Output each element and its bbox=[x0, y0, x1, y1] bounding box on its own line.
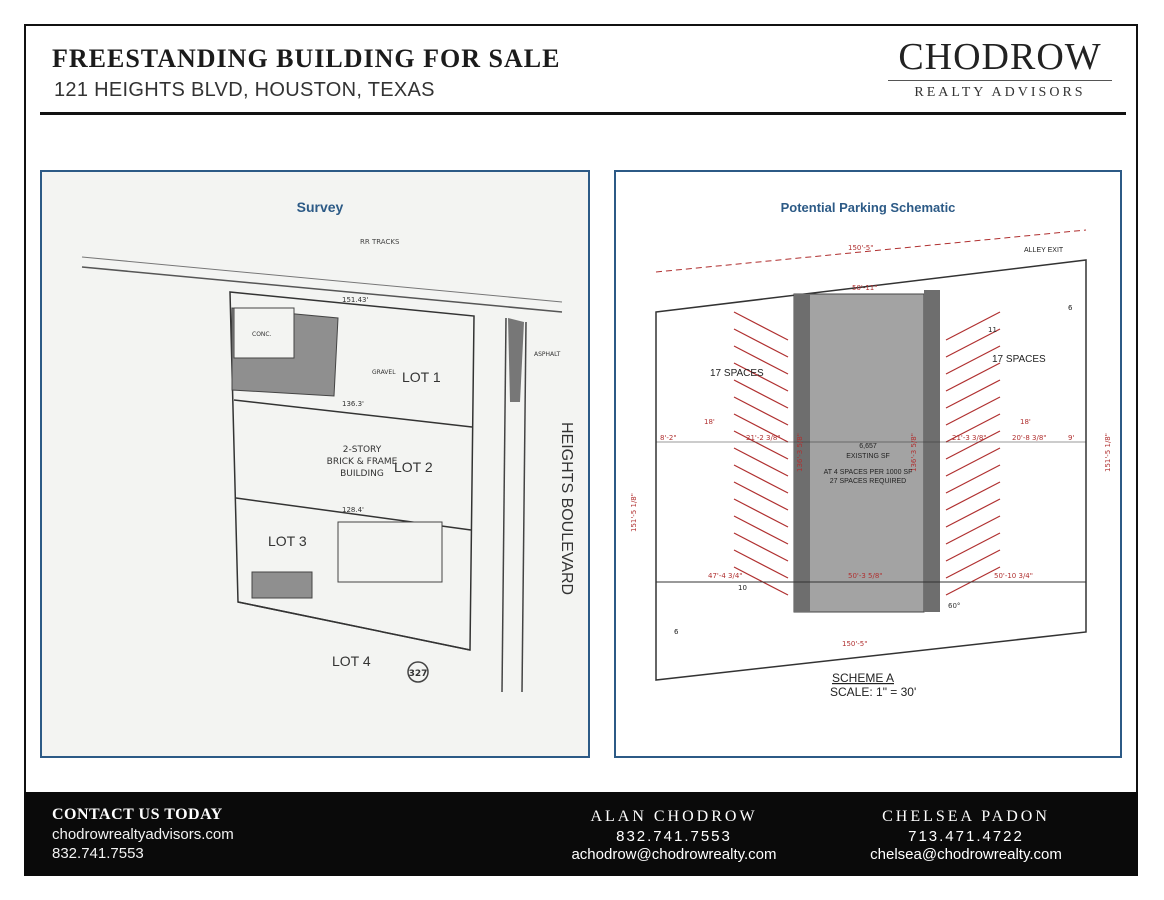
existing-sf-label: EXISTING SF bbox=[846, 453, 890, 460]
brand-subtitle: REALTY ADVISORS bbox=[914, 85, 1086, 100]
parking-stripe bbox=[734, 397, 788, 425]
parking-panel bbox=[614, 170, 1122, 758]
parking-stripe bbox=[734, 516, 788, 544]
deck-area bbox=[252, 572, 312, 598]
agent-email[interactable]: chelsea@chodrowrealty.com bbox=[870, 846, 1062, 863]
agent-chelsea bbox=[836, 808, 1096, 863]
existing-sf: 6,657 bbox=[859, 443, 877, 450]
contact-heading: CONTACT US TODAY bbox=[52, 806, 223, 823]
survey-title: Survey bbox=[296, 199, 344, 215]
count-11: 11 bbox=[988, 326, 997, 334]
parking-stripe bbox=[946, 397, 1000, 425]
requirement-line-1: AT 4 SPACES PER 1000 SF bbox=[823, 469, 913, 476]
building-label-2: BRICK & FRAME bbox=[326, 457, 398, 467]
parking-stripe bbox=[946, 550, 1000, 578]
dim-left: 47'-4 3/4" bbox=[708, 572, 743, 580]
stamp-number: 327 bbox=[408, 669, 428, 679]
agent-phone[interactable]: 713.471.4722 bbox=[908, 828, 1024, 845]
dim-21-left: 21'-2 3/8" bbox=[746, 434, 781, 442]
parking-stripe bbox=[734, 380, 788, 408]
asphalt-strip bbox=[508, 318, 524, 402]
parking-stripe bbox=[946, 499, 1000, 527]
parking-stripe bbox=[946, 533, 1000, 561]
parking-stripe bbox=[946, 465, 1000, 493]
parking-drawing bbox=[616, 172, 1120, 756]
agent-phone[interactable]: 832.741.7553 bbox=[616, 828, 732, 845]
right-spaces-label: 17 SPACES bbox=[992, 354, 1046, 365]
agent-name: CHELSEA PADON bbox=[882, 808, 1050, 825]
lot4-label: LOT 4 bbox=[332, 653, 371, 669]
angle-label: 60° bbox=[948, 602, 961, 610]
parking-stripe bbox=[946, 482, 1000, 510]
agent-alan bbox=[544, 808, 804, 863]
rail-line bbox=[82, 267, 562, 312]
requirement-line-2: 27 SPACES REQUIRED bbox=[829, 478, 907, 485]
lot2-label: LOT 2 bbox=[394, 459, 433, 475]
dim-top-label: 151.43' bbox=[342, 296, 369, 304]
parking-stripe bbox=[946, 516, 1000, 544]
count-6-bottom: 6 bbox=[674, 628, 679, 636]
conc-label: CONC. bbox=[252, 331, 272, 338]
dim-20: 20'-8 3/8" bbox=[1012, 434, 1047, 442]
dim-bld-right: 136'-3 5/8" bbox=[910, 433, 918, 472]
dim-side-right: 151'-5 1/8" bbox=[1104, 433, 1112, 472]
rail-line-2 bbox=[82, 257, 562, 302]
street-label: HEIGHTS BOULEVARD bbox=[558, 422, 575, 596]
parking-title: Potential Parking Schematic bbox=[780, 200, 956, 215]
dim-8: 8'-2" bbox=[660, 434, 677, 442]
dim-top: 150'-5" bbox=[848, 244, 874, 252]
dim-9: 9' bbox=[1068, 434, 1075, 442]
left-spaces-label: 17 SPACES bbox=[710, 368, 764, 379]
parking-stripe bbox=[946, 363, 1000, 391]
website-link[interactable]: chodrowrealtyadvisors.com bbox=[52, 826, 234, 843]
dim-bottom: 150'-5" bbox=[842, 640, 868, 648]
dim-side-left: 151'-5 1/8" bbox=[630, 493, 638, 532]
parking-stripe bbox=[946, 448, 1000, 476]
asphalt-label: ASPHALT bbox=[534, 351, 561, 358]
gravel-label: GRAVEL bbox=[372, 369, 396, 376]
dim-18-left: 18' bbox=[704, 418, 715, 426]
alley-exit-label: ALLEY EXIT bbox=[1024, 247, 1064, 254]
office-phone[interactable]: 832.741.7553 bbox=[52, 845, 144, 862]
street-edge-2 bbox=[522, 322, 526, 692]
building-edge-right bbox=[924, 290, 940, 612]
header-divider bbox=[40, 112, 1126, 115]
parking-stripe bbox=[734, 329, 788, 357]
lot-line-3 bbox=[238, 602, 470, 650]
parking-stripe bbox=[734, 465, 788, 493]
brand-name: CHODROW bbox=[888, 36, 1112, 81]
conc-building bbox=[338, 522, 442, 582]
count-6-top: 6 bbox=[1068, 304, 1073, 312]
rr-label: RR TRACKS bbox=[360, 238, 400, 246]
scale-label: SCALE: 1" = 30' bbox=[830, 685, 917, 699]
parking-stripe bbox=[946, 380, 1000, 408]
dim-mid-label: 136.3' bbox=[342, 400, 364, 408]
parking-stripe bbox=[734, 312, 788, 340]
street-edge-1 bbox=[502, 318, 506, 692]
property-address: 121 HEIGHTS BLVD, HOUSTON, TEXAS bbox=[54, 79, 435, 101]
dim-mid: 50'-3 5/8" bbox=[848, 572, 883, 580]
parking-stripe bbox=[734, 533, 788, 561]
building-label-3: BUILDING bbox=[340, 469, 384, 479]
scheme-label: SCHEME A bbox=[832, 671, 895, 685]
page-title: FREESTANDING BUILDING FOR SALE bbox=[52, 44, 561, 73]
survey-drawing bbox=[42, 172, 588, 756]
agent-name: ALAN CHODROW bbox=[590, 808, 758, 825]
dim-21-right: 21'-3 3/8" bbox=[952, 434, 987, 442]
dim-right: 50'-10 3/4" bbox=[994, 572, 1033, 580]
parking-stripe bbox=[734, 499, 788, 527]
lot3-label: LOT 3 bbox=[268, 533, 307, 549]
lot1-label: LOT 1 bbox=[402, 369, 441, 385]
building-label-1: 2-STORY bbox=[342, 445, 382, 455]
dim-lower-label: 128.4' bbox=[342, 506, 364, 514]
agent-email[interactable]: achodrow@chodrowrealty.com bbox=[571, 846, 777, 863]
dim-bld-left: 136'-3 5/8" bbox=[796, 433, 804, 472]
dim-top2: 50'-11" bbox=[852, 284, 878, 292]
parking-stripe bbox=[734, 448, 788, 476]
survey-panel bbox=[40, 170, 590, 758]
count-10: 10 bbox=[738, 584, 747, 592]
left-parking-stripes bbox=[734, 312, 788, 595]
dim-18-right: 18' bbox=[1020, 418, 1031, 426]
contact-footer bbox=[24, 792, 1138, 876]
parking-stripe bbox=[734, 482, 788, 510]
parking-stripe bbox=[946, 567, 1000, 595]
brand-logo bbox=[888, 36, 1112, 101]
